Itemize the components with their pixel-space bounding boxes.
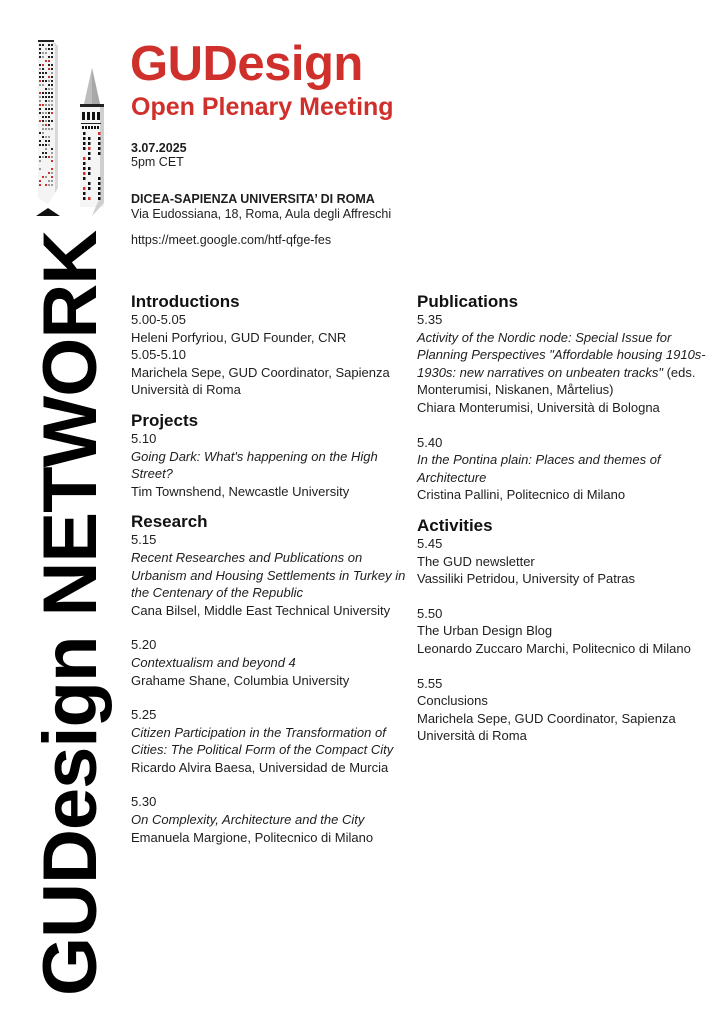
logo-window — [51, 172, 53, 174]
logo-window — [83, 167, 86, 170]
logo-window — [51, 76, 53, 78]
logo-window — [39, 52, 41, 54]
page-title: GUDesign — [130, 37, 363, 91]
logo-window — [98, 132, 101, 135]
logo-window — [45, 52, 47, 54]
logo-window — [51, 112, 53, 114]
program-item — [417, 311, 707, 417]
logo-window — [39, 100, 41, 102]
logo-window — [45, 116, 47, 118]
logo-window — [48, 124, 50, 126]
logo-window — [48, 60, 50, 62]
logo-window — [45, 120, 47, 122]
speaker: Marichela Sepe, GUD Coordinator, Sapienza Università di Roma — [131, 364, 390, 398]
logo-window — [51, 180, 53, 182]
logo-window — [42, 80, 44, 82]
logo-window — [45, 148, 47, 150]
time-slot: 5.30 — [131, 794, 157, 810]
logo-window — [39, 64, 41, 66]
logo-window — [39, 104, 41, 106]
talk-editors: (eds. Monterumisi, Niskanen, Mårtelius) — [417, 364, 696, 398]
logo-window — [51, 168, 53, 170]
logo-window — [42, 120, 44, 122]
speaker: Ricardo Alvira Baesa, Universidad de Murcia — [131, 759, 389, 775]
talk-block — [417, 329, 707, 399]
logo-window — [39, 48, 41, 50]
speaker: Cana Bilsel, Middle East Technical University — [131, 602, 391, 618]
logo-window — [51, 100, 53, 102]
logo-window — [39, 44, 41, 46]
logo-window — [42, 44, 44, 46]
logo-window — [39, 68, 41, 70]
logo-window — [42, 56, 44, 58]
time-slot: 5.10 — [131, 430, 157, 446]
logo-window — [45, 96, 47, 98]
logo-window — [48, 84, 50, 86]
vertical-title-container — [28, 230, 113, 996]
logo-window — [48, 108, 50, 110]
logo-window — [48, 100, 50, 102]
meeting-link[interactable]: https://meet.google.com/htf-qfge-fes — [131, 233, 332, 247]
logo-window — [88, 157, 91, 160]
program-item — [131, 430, 406, 500]
event-venue: DICEA-SAPIENZA UNIVERSITA’ DI ROMA — [131, 192, 375, 206]
logo-window — [51, 68, 53, 70]
program-item — [131, 706, 406, 776]
city-tower-logo-icon — [36, 38, 116, 216]
logo-window — [98, 152, 101, 155]
logo-window — [48, 80, 50, 82]
logo-window — [51, 88, 53, 90]
logo-window — [51, 92, 53, 94]
logo-window — [48, 136, 50, 138]
time-slot: 5.25 — [131, 707, 157, 723]
logo-window — [51, 72, 53, 74]
logo-window — [83, 142, 86, 145]
logo-window — [39, 92, 41, 94]
talk-title: Recent Researches and Publications on Urbanism and Housing Settlements in Turkey in the Centenary of the Republic — [131, 549, 406, 601]
event-time: 5pm CET — [131, 155, 184, 169]
logo-window — [98, 192, 101, 195]
logo-window — [51, 160, 53, 162]
logo-window — [42, 96, 44, 98]
logo-window — [42, 72, 44, 74]
program-item — [131, 346, 406, 399]
logo-window — [88, 182, 91, 185]
logo-window — [45, 156, 47, 158]
logo-window — [83, 162, 86, 165]
logo-window — [42, 144, 44, 146]
section-publications — [417, 292, 707, 504]
logo-window — [48, 104, 50, 106]
logo-window — [98, 187, 101, 190]
logo-window — [42, 132, 44, 134]
logo-window — [45, 140, 47, 142]
event-date: 3.07.2025 — [131, 141, 187, 155]
program-item — [131, 311, 406, 346]
section-projects — [131, 411, 406, 500]
logo-window — [51, 64, 53, 66]
section-research — [131, 512, 406, 846]
logo-window — [48, 116, 50, 118]
logo-window — [98, 142, 101, 145]
logo-window — [42, 84, 44, 86]
logo-window — [42, 68, 44, 70]
logo-window — [83, 147, 86, 150]
logo-window — [51, 128, 53, 130]
program-item — [417, 675, 707, 745]
logo-window — [48, 112, 50, 114]
logo-window — [45, 128, 47, 130]
program-item — [417, 434, 707, 504]
logo-window — [83, 177, 86, 180]
speaker: Marichela Sepe, GUD Coordinator, Sapienza Università di Roma — [417, 710, 676, 744]
logo-window — [51, 152, 53, 154]
logo-window — [39, 80, 41, 82]
logo-window — [48, 68, 50, 70]
logo-window — [51, 148, 53, 150]
logo-window — [88, 152, 91, 155]
logo-window — [45, 100, 47, 102]
logo-window — [39, 168, 41, 170]
program-item — [131, 636, 406, 689]
logo-window — [39, 108, 41, 110]
logo-window — [45, 72, 47, 74]
logo-window — [51, 56, 53, 58]
logo-window — [45, 152, 47, 154]
logo-window — [42, 104, 44, 106]
speaker: Chiara Monterumisi, Università di Bologna — [417, 399, 660, 415]
logo-window — [48, 64, 50, 66]
logo-window — [83, 172, 86, 175]
logo-window — [51, 44, 53, 46]
logo-window — [45, 80, 47, 82]
logo-window — [51, 108, 53, 110]
logo-window — [39, 120, 41, 122]
logo-window — [83, 187, 86, 190]
speaker: Emanuela Margione, Politecnico di Milano — [131, 829, 374, 845]
logo-window — [39, 144, 41, 146]
logo-window — [45, 92, 47, 94]
logo-window — [48, 92, 50, 94]
logo-window — [88, 197, 91, 200]
logo-window — [88, 137, 91, 140]
section-heading: Projects — [131, 410, 199, 430]
logo-window — [45, 136, 47, 138]
speaker: Cristina Pallini, Politecnico di Milano — [417, 487, 626, 503]
logo-window — [48, 120, 50, 122]
logo-window — [48, 76, 50, 78]
logo-window — [39, 112, 41, 114]
logo-window — [48, 140, 50, 142]
logo-window — [39, 76, 41, 78]
logo-window — [48, 172, 50, 174]
logo-window — [48, 144, 50, 146]
speaker: Grahame Shane, Columbia University — [131, 672, 350, 688]
talk-title: Activity of the Nordic node: Special Issue for Planning Perspectives "Affordable housing 1910s-1930s: new narratives on unbeaten tracks" — [417, 329, 706, 380]
program-left-column — [131, 292, 406, 858]
program-item — [417, 535, 707, 588]
section-heading: Research — [131, 512, 208, 532]
logo-window — [98, 177, 101, 180]
page-subtitle: Open Plenary Meeting — [131, 93, 394, 121]
logo-window — [88, 172, 91, 175]
section-heading: Activities — [417, 515, 493, 535]
program-item — [131, 793, 406, 846]
logo-window — [42, 152, 44, 154]
logo-window — [39, 96, 41, 98]
logo-window — [51, 176, 53, 178]
logo-window — [39, 140, 41, 142]
talk-title: Going Dark: What's happening on the High Street? — [131, 448, 378, 482]
logo-window — [83, 132, 86, 135]
logo-window — [48, 96, 50, 98]
logo-window — [45, 104, 47, 106]
talk-title: On Complexity, Architecture and the City — [131, 812, 365, 828]
logo-window — [39, 160, 41, 162]
logo-window — [83, 157, 86, 160]
talk-title: Contextualism and beyond 4 — [131, 654, 296, 670]
logo-window — [48, 44, 50, 46]
logo-window — [83, 192, 86, 195]
activity-title: Conclusions — [417, 693, 488, 709]
event-address: Via Eudossiana, 18, Roma, Aula degli Affreschi — [131, 207, 392, 221]
time-slot: 5.05-5.10 — [131, 347, 186, 363]
logo-window — [39, 180, 41, 182]
logo-window — [45, 48, 47, 50]
logo-window — [42, 112, 44, 114]
logo-window — [48, 128, 50, 130]
logo-window — [48, 184, 50, 186]
time-slot: 5.45 — [417, 535, 443, 551]
logo-window — [51, 52, 53, 54]
logo-window — [51, 80, 53, 82]
logo-window — [45, 176, 47, 178]
logo-window — [98, 182, 101, 185]
logo-window — [98, 147, 101, 150]
logo-window — [83, 137, 86, 140]
speaker: Leonardo Zuccaro Marchi, Politecnico di Milano — [417, 640, 691, 656]
logo-window — [98, 137, 101, 140]
time-slot: 5.00-5.05 — [131, 312, 186, 327]
activity-title: The Urban Design Blog — [417, 623, 553, 639]
logo-window — [51, 184, 53, 186]
logo-window — [45, 108, 47, 110]
logo-window — [42, 92, 44, 94]
logo-window — [42, 136, 44, 138]
logo-window — [88, 142, 91, 145]
logo-window — [45, 60, 47, 62]
logo-window — [39, 156, 41, 158]
time-slot: 5.50 — [417, 605, 443, 621]
logo-window — [88, 187, 91, 190]
talk-title: In the Pontina plain: Places and themes of Architecture — [417, 452, 661, 485]
logo-window — [48, 156, 50, 158]
section-activities — [417, 516, 707, 745]
section-heading: Introductions — [131, 292, 240, 311]
section-heading: Publications — [417, 292, 519, 311]
logo-window — [51, 120, 53, 122]
logo-window — [45, 88, 47, 90]
logo-window — [48, 48, 50, 50]
logo-window — [39, 184, 41, 186]
logo-window — [45, 144, 47, 146]
logo-window — [88, 167, 91, 170]
logo-window — [42, 116, 44, 118]
speaker: Tim Townshend, Newcastle University — [131, 483, 350, 499]
logo-window — [51, 84, 53, 86]
logo-window — [51, 156, 53, 158]
logo-window — [48, 180, 50, 182]
vertical-title: GUDesign NETWORK — [28, 230, 113, 996]
logo-window — [48, 88, 50, 90]
activity-title: The GUD newsletter — [417, 553, 535, 569]
logo-window — [39, 132, 41, 134]
logo-window — [45, 124, 47, 126]
logo-window — [83, 197, 86, 200]
logo-window — [51, 96, 53, 98]
logo-window — [42, 124, 44, 126]
logo-window — [42, 76, 44, 78]
program-item — [131, 531, 406, 619]
time-slot: 5.40 — [417, 434, 443, 450]
program-item — [417, 605, 707, 658]
logo-window — [39, 72, 41, 74]
logo-window — [48, 56, 50, 58]
logo-window — [51, 48, 53, 50]
logo-window — [42, 52, 44, 54]
time-slot: 5.55 — [417, 675, 443, 691]
logo-window — [39, 56, 41, 58]
program-right-column — [417, 292, 707, 757]
logo-window — [42, 176, 44, 178]
logo-window — [98, 197, 101, 200]
logo-window — [88, 147, 91, 150]
logo-window — [42, 128, 44, 130]
logo-window — [42, 64, 44, 66]
logo-window — [42, 156, 44, 158]
time-slot: 5.35 — [417, 312, 443, 327]
speaker: Heleni Porfyriou, GUD Founder, CNR — [131, 329, 347, 345]
logo-window — [39, 84, 41, 86]
section-introductions — [131, 292, 406, 399]
time-slot: 5.15 — [131, 532, 157, 548]
logo-window — [45, 112, 47, 114]
logo-window — [51, 104, 53, 106]
logo-window — [45, 184, 47, 186]
time-slot: 5.20 — [131, 637, 157, 653]
speaker: Vassiliki Petridou, University of Patras — [417, 571, 635, 587]
talk-title: Citizen Participation in the Transformation of Cities: The Political Form of the Compact City — [131, 724, 394, 758]
